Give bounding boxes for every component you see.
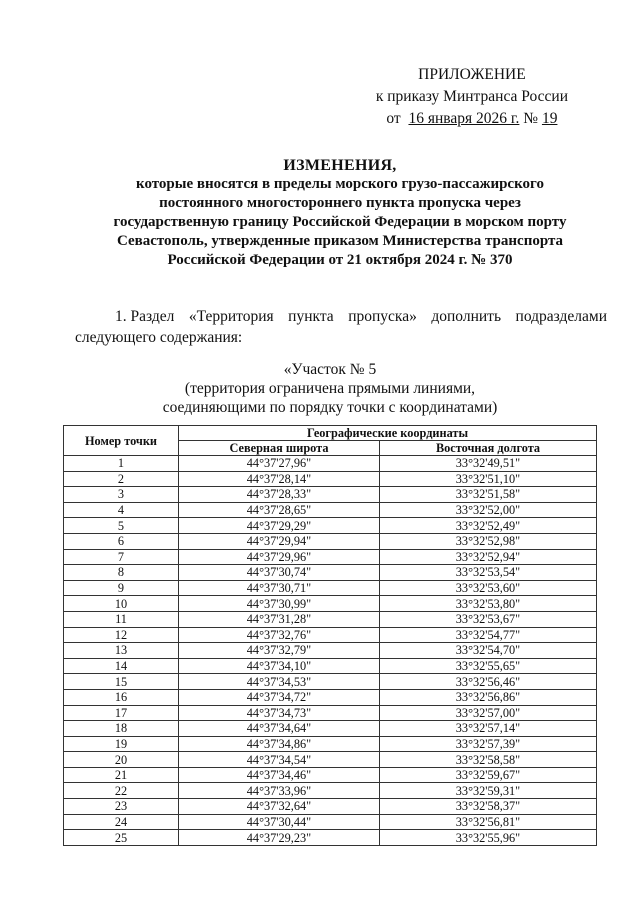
table-row — [64, 799, 597, 815]
table-row — [64, 830, 597, 846]
appendix-order-ref: к приказу Минтранса России — [375, 88, 568, 105]
point-number-cell: 13 — [64, 643, 179, 659]
title-line: Севастополь, утвержденные приказом Министерства транспорта — [116, 233, 564, 249]
table-row — [64, 456, 597, 472]
word: «Территория — [188, 308, 274, 325]
table-row — [64, 565, 597, 581]
longitude-cell: 33°32'57,00" — [380, 705, 597, 721]
latitude-cell: 44°37'33,96" — [179, 783, 380, 799]
table-row — [64, 580, 597, 596]
table-row — [64, 611, 597, 627]
point-number-cell: 19 — [64, 736, 179, 752]
point-number-cell: 7 — [64, 549, 179, 565]
table-row — [64, 627, 597, 643]
table-row — [64, 471, 597, 487]
title-line: государственную границу Российской Федерации в морском порту — [113, 214, 567, 230]
point-number-cell: 5 — [64, 518, 179, 534]
latitude-cell: 44°37'34,54" — [179, 752, 380, 768]
latitude-cell: 44°37'29,29" — [179, 518, 380, 534]
section-note: (территория ограничена прямыми линиями, — [184, 380, 476, 397]
table-row — [64, 783, 597, 799]
order-number: 19 — [541, 110, 558, 127]
latitude-cell: 44°37'34,73" — [179, 705, 380, 721]
point-number-cell: 22 — [64, 783, 179, 799]
header-latitude: Северная широта — [179, 441, 380, 456]
table-row — [64, 752, 597, 768]
longitude-cell: 33°32'58,37" — [380, 799, 597, 815]
longitude-cell: 33°32'57,14" — [380, 721, 597, 737]
point-number-cell: 15 — [64, 674, 179, 690]
longitude-cell: 33°32'54,77" — [380, 627, 597, 643]
latitude-cell: 44°37'34,46" — [179, 767, 380, 783]
latitude-cell: 44°37'27,96" — [179, 456, 380, 472]
longitude-cell: 33°32'56,86" — [380, 689, 597, 705]
latitude-cell: 44°37'31,28" — [179, 611, 380, 627]
table-row — [64, 643, 597, 659]
longitude-cell: 33°32'58,58" — [380, 752, 597, 768]
longitude-cell: 33°32'55,96" — [380, 830, 597, 846]
table-row — [64, 721, 597, 737]
point-number-cell: 16 — [64, 689, 179, 705]
appendix-title: ПРИЛОЖЕНИЕ — [418, 66, 526, 83]
latitude-cell: 44°37'28,33" — [179, 487, 380, 503]
longitude-cell: 33°32'59,31" — [380, 783, 597, 799]
latitude-cell: 44°37'30,99" — [179, 596, 380, 612]
header-longitude: Восточная долгота — [380, 441, 597, 456]
point-number-cell: 6 — [64, 533, 179, 549]
point-number-cell: 21 — [64, 767, 179, 783]
table-row — [64, 502, 597, 518]
header-coordinates: Географические координаты — [179, 426, 597, 441]
table-row — [64, 767, 597, 783]
longitude-cell: 33°32'53,67" — [380, 611, 597, 627]
latitude-cell: 44°37'32,79" — [179, 643, 380, 659]
latitude-cell: 44°37'29,96" — [179, 549, 380, 565]
point-number-cell: 20 — [64, 752, 179, 768]
table-row — [64, 658, 597, 674]
word: пункта — [288, 308, 334, 325]
longitude-cell: 33°32'55,65" — [380, 658, 597, 674]
latitude-cell: 44°37'28,14" — [179, 471, 380, 487]
longitude-cell: 33°32'49,51" — [380, 456, 597, 472]
longitude-cell: 33°32'52,49" — [380, 518, 597, 534]
document-title — [60, 156, 620, 270]
longitude-cell: 33°32'52,00" — [380, 502, 597, 518]
section-note: соединяющими по порядку точки с координатами) — [162, 399, 498, 416]
table-row — [64, 596, 597, 612]
title-line: постоянного многостороннего пункта пропуска через — [159, 195, 521, 211]
latitude-cell: 44°37'29,94" — [179, 533, 380, 549]
latitude-cell: 44°37'34,10" — [179, 658, 380, 674]
table-row — [64, 689, 597, 705]
point-number-cell: 2 — [64, 471, 179, 487]
point-number-cell: 1 — [64, 456, 179, 472]
point-number-cell: 4 — [64, 502, 179, 518]
paragraph-line: следующего содержания: — [75, 329, 243, 346]
appendix-date-line: от 16 января 2026 г. № 19 — [386, 110, 558, 127]
longitude-cell: 33°32'51,10" — [380, 471, 597, 487]
word: дополнить — [431, 308, 502, 325]
table-row — [64, 518, 597, 534]
header-point-number: Номер точки — [64, 426, 179, 456]
latitude-cell: 44°37'30,71" — [179, 580, 380, 596]
latitude-cell: 44°37'28,65" — [179, 502, 380, 518]
title-line: которые вносятся в пределы морского грузо-пассажирского — [136, 176, 544, 192]
title-line: Российской Федерации от 21 октября 2024 г. № 370 — [167, 252, 513, 268]
word: пропуска» — [348, 308, 417, 325]
longitude-cell: 33°32'53,54" — [380, 565, 597, 581]
table-row — [64, 674, 597, 690]
point-number-cell: 14 — [64, 658, 179, 674]
table-row — [64, 549, 597, 565]
longitude-cell: 33°32'52,94" — [380, 549, 597, 565]
longitude-cell: 33°32'53,80" — [380, 596, 597, 612]
latitude-cell: 44°37'34,64" — [179, 721, 380, 737]
longitude-cell: 33°32'51,58" — [380, 487, 597, 503]
table-row — [64, 705, 597, 721]
longitude-cell: 33°32'53,60" — [380, 580, 597, 596]
body-paragraph — [75, 306, 607, 348]
latitude-cell: 44°37'29,23" — [179, 830, 380, 846]
title-heading: ИЗМЕНЕНИЯ, — [283, 157, 397, 174]
appendix-header — [376, 64, 568, 130]
point-number-cell: 25 — [64, 830, 179, 846]
longitude-cell: 33°32'57,39" — [380, 736, 597, 752]
longitude-cell: 33°32'52,98" — [380, 533, 597, 549]
latitude-cell: 44°37'34,53" — [179, 674, 380, 690]
section-heading — [60, 360, 600, 417]
latitude-cell: 44°37'30,74" — [179, 565, 380, 581]
coordinates-table — [63, 425, 597, 846]
latitude-cell: 44°37'34,86" — [179, 736, 380, 752]
word: 1. Раздел — [115, 308, 175, 325]
point-number-cell: 12 — [64, 627, 179, 643]
order-date: 16 января 2026 г. — [408, 110, 520, 127]
longitude-cell: 33°32'54,70" — [380, 643, 597, 659]
point-number-cell: 3 — [64, 487, 179, 503]
point-number-cell: 9 — [64, 580, 179, 596]
longitude-cell: 33°32'56,46" — [380, 674, 597, 690]
latitude-cell: 44°37'32,76" — [179, 627, 380, 643]
section-title: «Участок № 5 — [283, 361, 377, 378]
point-number-cell: 10 — [64, 596, 179, 612]
longitude-cell: 33°32'59,67" — [380, 767, 597, 783]
longitude-cell: 33°32'56,81" — [380, 814, 597, 830]
point-number-cell: 11 — [64, 611, 179, 627]
table-row — [64, 814, 597, 830]
table-row — [64, 487, 597, 503]
latitude-cell: 44°37'30,44" — [179, 814, 380, 830]
point-number-cell: 24 — [64, 814, 179, 830]
point-number-cell: 8 — [64, 565, 179, 581]
point-number-cell: 17 — [64, 705, 179, 721]
point-number-cell: 18 — [64, 721, 179, 737]
latitude-cell: 44°37'32,64" — [179, 799, 380, 815]
table-row — [64, 736, 597, 752]
point-number-cell: 23 — [64, 799, 179, 815]
latitude-cell: 44°37'34,72" — [179, 689, 380, 705]
word: подразделами — [515, 308, 607, 325]
table-row — [64, 533, 597, 549]
